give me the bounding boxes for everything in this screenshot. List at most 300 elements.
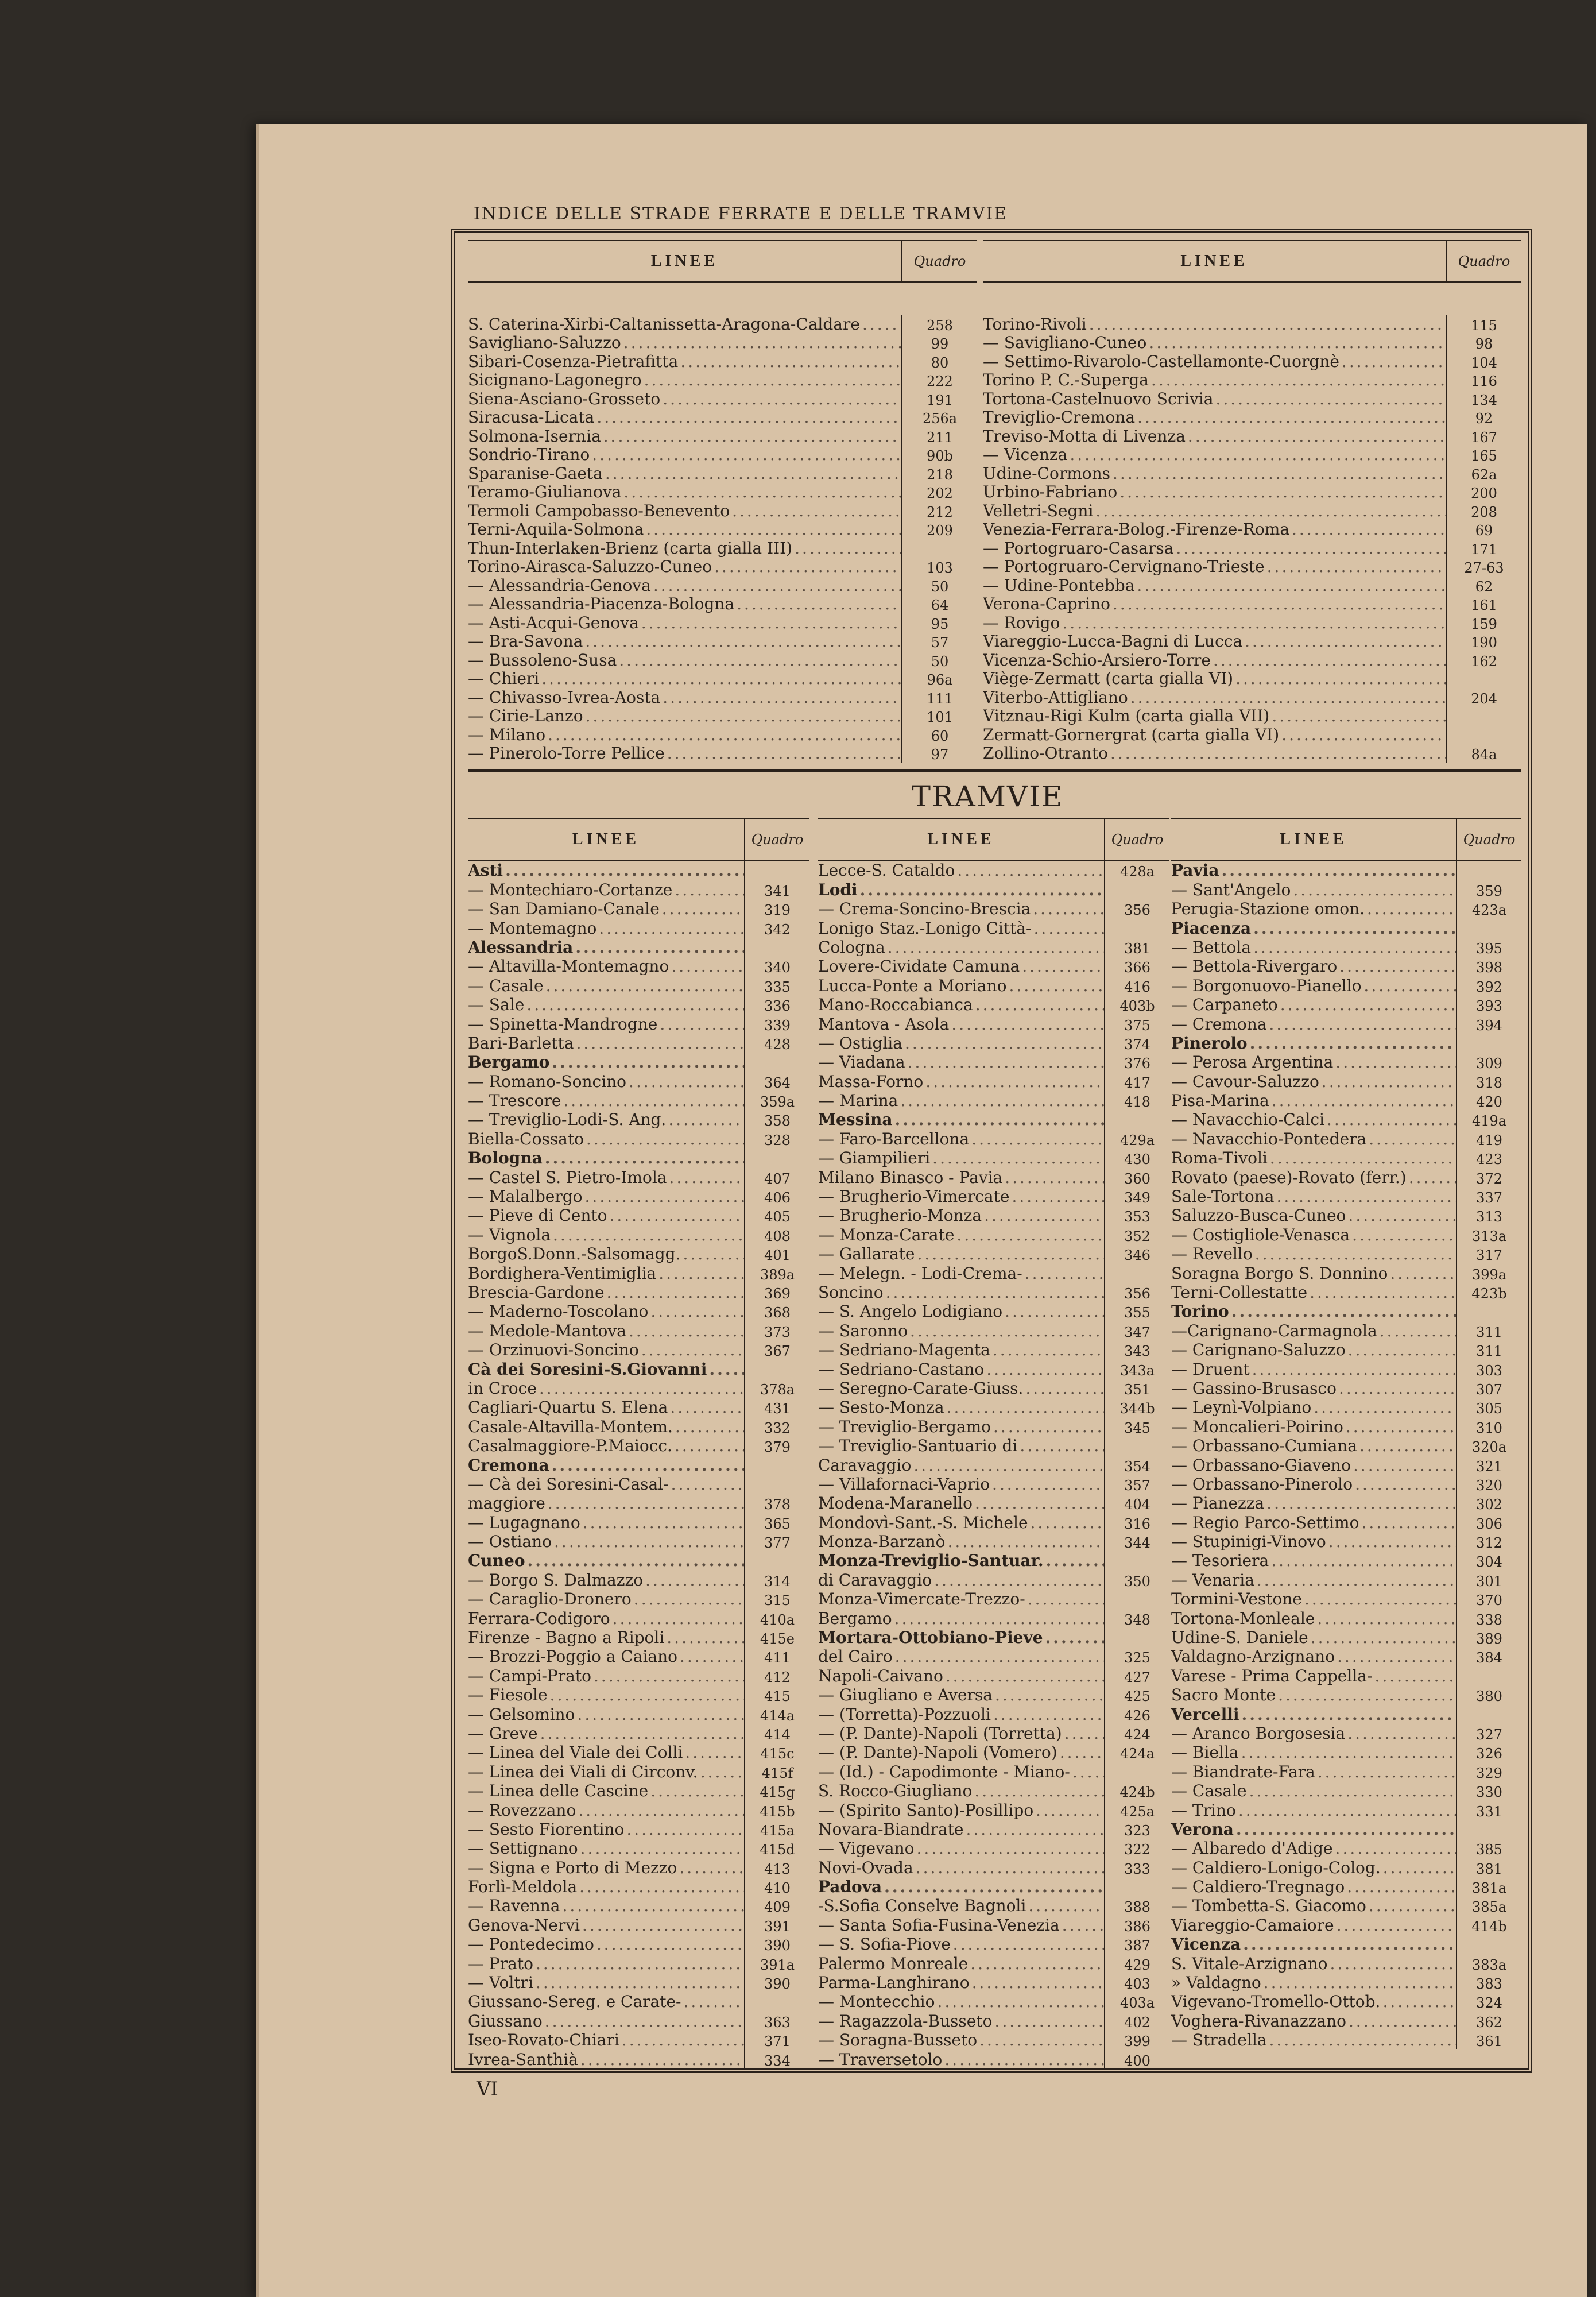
line-name: Voghera-Rivanazzano ..... (1171, 2012, 1456, 2031)
table-row (1171, 1340, 1521, 1359)
quadro-number: 321 (1456, 1455, 1521, 1474)
table-row (468, 1129, 809, 1148)
table-row (818, 1302, 1169, 1321)
quadro-number: 343 (1104, 1340, 1169, 1359)
line-name: Torino-Airasca-Saluzzo-Cuneo ..... (468, 558, 901, 577)
line-name: — Campi-Prato ..... (468, 1666, 744, 1685)
line-name: — Aranco Borgosesia ..... (1171, 1724, 1456, 1743)
table-row (468, 1647, 809, 1666)
table-row (983, 408, 1521, 427)
line-name: — Druent ..... (1171, 1360, 1456, 1379)
quadro-number (744, 1992, 809, 2011)
table-row (1171, 1743, 1521, 1762)
table-row (468, 880, 809, 899)
line-name: — Pontedecimo ..... (468, 1935, 744, 1954)
quadro-number: 403b (1104, 995, 1169, 1014)
line-name: — Lugagnano ..... (468, 1513, 744, 1532)
quadro-number: 320a (1456, 1436, 1521, 1455)
quadro-number: 417 (1104, 1072, 1169, 1091)
table-row (1171, 1935, 1521, 1954)
quadro-number: 415c (744, 1743, 809, 1762)
line-name: Sicignano-Lagonegro ..... (468, 371, 901, 390)
line-name: — Treviglio-Bergamo ..... (818, 1417, 1104, 1436)
table-row (1171, 1263, 1521, 1282)
table-row (818, 1954, 1169, 1973)
table-row (818, 1992, 1169, 2011)
quadro-number: 390 (744, 1935, 809, 1954)
table-row (1171, 918, 1521, 937)
line-name: Asti ..... (468, 861, 744, 880)
table-row (468, 501, 977, 520)
table-row (468, 1455, 809, 1474)
table-row (468, 1053, 809, 1072)
line-name: — Rovezzano ..... (468, 1801, 744, 1820)
table-row (818, 899, 1169, 918)
table-row (1171, 1858, 1521, 1877)
quadro-number: 208 (1446, 501, 1521, 520)
line-name: — Trino ..... (1171, 1801, 1456, 1820)
quadro-number: 103 (901, 558, 977, 577)
quadro-number: 62 (1446, 576, 1521, 595)
table-row (468, 1896, 809, 1915)
line-name: Napoli-Caivano ..... (818, 1666, 1104, 1685)
quadro-number: 222 (901, 371, 977, 390)
line-name: Valdagno-Arzignano ..... (1171, 1647, 1456, 1666)
line-name: Sibari-Cosenza-Pietrafitta ..... (468, 352, 901, 371)
line-name: Torino ..... (1171, 1302, 1456, 1321)
quadro-number: 352 (1104, 1225, 1169, 1244)
line-name: Bordighera-Ventimiglia ..... (468, 1264, 744, 1283)
line-name: — Greve ..... (468, 1724, 744, 1743)
quadro-number (1456, 1666, 1521, 1685)
line-name: Caravaggio ..... (818, 1456, 1104, 1475)
line-name: — Settignano ..... (468, 1839, 744, 1858)
table-row (468, 334, 977, 353)
quadro-number: 383a (1456, 1954, 1521, 1973)
quadro-number: 301 (1456, 1570, 1521, 1589)
quadro-number: 347 (1104, 1321, 1169, 1340)
quadro-number (1104, 1551, 1169, 1570)
quadro-number: 415e (744, 1628, 809, 1647)
quadro-header: Quadro (744, 819, 809, 860)
quadro-number: 311 (1456, 1321, 1521, 1340)
quadro-number: 376 (1104, 1053, 1169, 1072)
line-name: — Tombetta-S. Giacomo ..... (1171, 1896, 1456, 1915)
quadro-number: 101 (901, 707, 977, 726)
table-row (983, 483, 1521, 502)
quadro-number (1446, 670, 1521, 689)
line-name: Thun-Interlaken-Brienz (carta gialla III) ..... (468, 539, 901, 558)
line-name: Palermo Monreale ..... (818, 1954, 1104, 1973)
line-name: — Gallarate ..... (818, 1244, 1104, 1263)
line-name: — Moncalieri-Poirino ..... (1171, 1417, 1456, 1436)
quadro-number: 419a (1456, 1110, 1521, 1129)
table-row (818, 1475, 1169, 1494)
line-name: Verona ..... (1171, 1820, 1456, 1839)
quadro-number: 418 (1104, 1091, 1169, 1110)
table-row (818, 1455, 1169, 1474)
table-row (983, 427, 1521, 446)
table-row (818, 1666, 1169, 1685)
table-row (1171, 1148, 1521, 1167)
line-name: — Bra-Savona ..... (468, 632, 901, 651)
table-row (983, 595, 1521, 614)
line-name: — Ravenna ..... (468, 1896, 744, 1915)
quadro-number: 389a (744, 1263, 809, 1282)
quadro-number (1104, 1590, 1169, 1608)
table-row (468, 1436, 809, 1455)
line-name: — Biandrate-Fara ..... (1171, 1762, 1456, 1781)
table-row (468, 1590, 809, 1608)
table-row (818, 2011, 1169, 2030)
line-name: Zermatt-Gornergrat (carta gialla VI) ..... (983, 725, 1446, 744)
table-row (468, 995, 809, 1014)
line-name: S. Rocco-Giugliano ..... (818, 1781, 1104, 1800)
quadro-number: 332 (744, 1417, 809, 1436)
quadro-number: 413 (744, 1858, 809, 1877)
quadro-number: 211 (901, 427, 977, 446)
table-row (468, 1743, 809, 1762)
table-row (1171, 1187, 1521, 1206)
table-row (1171, 1704, 1521, 1723)
tram-table-col2 (818, 818, 1169, 2069)
quadro-number: 407 (744, 1167, 809, 1186)
quadro-number: 414a (744, 1704, 809, 1723)
quadro-number: 302 (1456, 1494, 1521, 1513)
table-row (1171, 1724, 1521, 1743)
line-name: Lovere-Cividate Camuna ..... (818, 957, 1104, 976)
line-name: Iseo-Rovato-Chiari ..... (468, 2031, 744, 2049)
quadro-number: 403a (1104, 1992, 1169, 2011)
line-name: — Brugherio-Monza ..... (818, 1206, 1104, 1225)
quadro-number: 354 (1104, 1455, 1169, 1474)
table-row (818, 1167, 1169, 1186)
page-title: INDICE DELLE STRADE FERRATE E DELLE TRAMVIE (473, 204, 1008, 224)
table-row (468, 744, 977, 763)
quadro-number (901, 539, 977, 558)
line-name: — Sedriano-Magenta ..... (818, 1340, 1104, 1359)
table-row (468, 1762, 809, 1781)
table-row (468, 1283, 809, 1302)
line-name: Mortara-Ottobiano-Pieve ..... (818, 1628, 1104, 1647)
table-row (1171, 1666, 1521, 1685)
lines-header: LINEE (927, 830, 995, 848)
quadro-number: 394 (1456, 1014, 1521, 1033)
line-name: — Saronno ..... (818, 1321, 1104, 1340)
table-row (1171, 1992, 1521, 2011)
quadro-number: 401 (744, 1244, 809, 1263)
line-name: — Orbassano-Cumiana ..... (1171, 1436, 1456, 1455)
line-name: — Regio Parco-Settimo ..... (1171, 1513, 1456, 1532)
line-name: Soragna Borgo S. Donnino ..... (1171, 1264, 1456, 1283)
line-name: — Seregno-Carate-Giuss. ..... (818, 1379, 1104, 1398)
quadro-number (744, 938, 809, 957)
line-name: Vigevano-Tromello-Ottob. ..... (1171, 1992, 1456, 2011)
line-name: — Vicenza ..... (983, 446, 1446, 465)
table-row (983, 371, 1521, 390)
quadro-number: 303 (1456, 1359, 1521, 1378)
line-name: — Tesoriera ..... (1171, 1551, 1456, 1570)
line-name: Terni-Collestatte ..... (1171, 1283, 1456, 1302)
quadro-number: 367 (744, 1340, 809, 1359)
table-row (468, 483, 977, 502)
line-name: S. Vitale-Arzignano ..... (1171, 1954, 1456, 1973)
quadro-number: 359 (1456, 880, 1521, 899)
table-row (468, 464, 977, 483)
line-name: — Sedriano-Castano ..... (818, 1360, 1104, 1379)
line-name: — Pinerolo-Torre Pellice ..... (468, 744, 901, 763)
table-row (468, 1608, 809, 1627)
quadro-number: 355 (1104, 1302, 1169, 1321)
table-row (818, 1973, 1169, 1992)
quadro-number: 415b (744, 1800, 809, 1819)
quadro-number (744, 1455, 809, 1474)
table-row (468, 595, 977, 614)
line-name: — Portogruaro-Cervignano-Trieste ..... (983, 558, 1446, 577)
quadro-number: 348 (1104, 1608, 1169, 1627)
quadro-number: 334 (744, 2049, 809, 2068)
quadro-number: 57 (901, 632, 977, 651)
line-name: Cagliari-Quartu S. Elena ..... (468, 1398, 744, 1417)
quadro-number: 161 (1446, 595, 1521, 614)
quadro-number: 431 (744, 1398, 809, 1417)
line-name: — Carignano-Saluzzo ..... (1171, 1340, 1456, 1359)
quadro-number: 408 (744, 1225, 809, 1244)
quadro-number (1104, 880, 1169, 899)
table-row (468, 1321, 809, 1340)
rail-table-right (983, 240, 1521, 763)
line-name: Messina ..... (818, 1110, 1104, 1129)
line-name: — Bussoleno-Susa ..... (468, 651, 901, 670)
table-row (1171, 1053, 1521, 1072)
table-row (1171, 880, 1521, 899)
line-name: Velletri-Segni ..... (983, 501, 1446, 520)
table-row (983, 707, 1521, 726)
table-row (818, 1724, 1169, 1743)
line-name: Vitznau-Rigi Kulm (carta gialla VII) ..... (983, 707, 1446, 726)
table-row (983, 744, 1521, 763)
quadro-number: 360 (1104, 1167, 1169, 1186)
table-row (1171, 1475, 1521, 1494)
quadro-number: 202 (901, 483, 977, 502)
line-name: Forlì-Meldola ..... (468, 1877, 744, 1896)
line-name: -S.Sofia Conselve Bagnoli ..... (818, 1896, 1104, 1915)
table-row (468, 1475, 809, 1494)
line-name: Torino-Rivoli ..... (983, 315, 1446, 334)
line-name: Bari-Barletta ..... (468, 1034, 744, 1053)
table-row (818, 1244, 1169, 1263)
quadro-number (1446, 707, 1521, 726)
table-row (468, 1167, 809, 1186)
section-divider (468, 769, 1521, 772)
table-row (1171, 2031, 1521, 2049)
line-name: — Montechiaro-Cortanze ..... (468, 880, 744, 899)
quadro-number (1456, 1302, 1521, 1321)
table-row (468, 1091, 809, 1110)
line-name: — Montecchio ..... (818, 1992, 1104, 2011)
line-name: Vicenza ..... (1171, 1935, 1456, 1954)
quadro-number: 356 (1104, 1283, 1169, 1302)
table-row (468, 2031, 809, 2049)
line-name: Bergamo ..... (818, 1609, 1104, 1628)
line-name: Viareggio-Lucca-Bagni di Lucca ..... (983, 632, 1446, 651)
line-name: — Milano ..... (468, 725, 901, 744)
table-row (468, 371, 977, 390)
quadro-number: 415d (744, 1839, 809, 1858)
table-row (468, 1532, 809, 1551)
line-name: — Fiesole ..... (468, 1685, 744, 1704)
quadro-number: 92 (1446, 408, 1521, 427)
line-name: — Romano-Soncino ..... (468, 1072, 744, 1091)
line-name: — Albaredo d'Adige ..... (1171, 1839, 1456, 1858)
table-row (1171, 1014, 1521, 1033)
quadro-number: 95 (901, 613, 977, 632)
table-row (468, 408, 977, 427)
line-name: Biella-Cossato ..... (468, 1130, 744, 1148)
table-row (468, 1973, 809, 1992)
line-name: — Caraglio-Dronero ..... (468, 1590, 744, 1608)
line-name: — Leynì-Volpiano ..... (1171, 1398, 1456, 1417)
table-row (468, 725, 977, 744)
table-row (468, 1935, 809, 1954)
table-row (468, 1820, 809, 1839)
line-name: Bologna ..... (468, 1148, 744, 1167)
table-row (983, 315, 1521, 334)
line-name: — Brugherio-Vimercate ..... (818, 1187, 1104, 1206)
table-row (818, 976, 1169, 995)
table-row (818, 957, 1169, 976)
line-name: Genova-Nervi ..... (468, 1916, 744, 1935)
line-name: — Linea del Viale dei Colli ..... (468, 1743, 744, 1762)
line-name: — Chivasso-Ivrea-Aosta ..... (468, 688, 901, 707)
quadro-number: 375 (1104, 1014, 1169, 1033)
table-row (818, 1915, 1169, 1934)
table-row (1171, 1283, 1521, 1302)
table-row (983, 688, 1521, 707)
quadro-number: 400 (1104, 2049, 1169, 2068)
quadro-number: 385 (1456, 1839, 1521, 1858)
quadro-number: 218 (901, 464, 977, 483)
line-name: — S. Angelo Lodigiano ..... (818, 1302, 1104, 1321)
line-name: Mano-Roccabianca ..... (818, 995, 1104, 1014)
quadro-number: 373 (744, 1321, 809, 1340)
line-name: — Casale ..... (468, 976, 744, 995)
quadro-number: 381a (1456, 1877, 1521, 1896)
quadro-number: 350 (1104, 1570, 1169, 1589)
quadro-number: 392 (1456, 976, 1521, 995)
table-row (468, 1110, 809, 1129)
line-name: — Orbassano-Giaveno ..... (1171, 1456, 1456, 1475)
quadro-number (1104, 1436, 1169, 1455)
quadro-number: 378a (744, 1379, 809, 1398)
line-name: — Cremona ..... (1171, 1015, 1456, 1034)
table-row (818, 1263, 1169, 1282)
quadro-number: 318 (1456, 1072, 1521, 1091)
table-row (468, 1148, 809, 1167)
line-name: — (Torretta)-Pozzuoli ..... (818, 1705, 1104, 1724)
line-name: Treviglio-Cremona ..... (983, 408, 1446, 427)
table-row (818, 1704, 1169, 1723)
line-name: — Gassino-Brusasco ..... (1171, 1379, 1456, 1398)
line-name: Soncino ..... (818, 1283, 1104, 1302)
table-row (468, 1225, 809, 1244)
quadro-number: 64 (901, 595, 977, 614)
table-row (818, 1225, 1169, 1244)
line-name: — Sant'Angelo ..... (1171, 880, 1456, 899)
table-row (983, 352, 1521, 371)
table-row (1171, 1590, 1521, 1608)
table-row (468, 1513, 809, 1532)
line-name: Casale-Altavilla-Montem. ..... (468, 1417, 744, 1436)
line-name: Solmona-Isernia ..... (468, 427, 901, 446)
quadro-number: 372 (1456, 1167, 1521, 1186)
quadro-number: 398 (1456, 957, 1521, 976)
quadro-number: 98 (1446, 334, 1521, 353)
quadro-number: 416 (1104, 976, 1169, 995)
quadro-number (1456, 918, 1521, 937)
quadro-number: 427 (1104, 1666, 1169, 1685)
line-name: — Santa Sofia-Fusina-Venezia ..... (818, 1916, 1104, 1935)
line-name: — Orbassano-Pinerolo ..... (1171, 1475, 1456, 1494)
table-row (1171, 1685, 1521, 1704)
line-name: Lecce-S. Cataldo ..... (818, 861, 1104, 880)
table-row (818, 995, 1169, 1014)
line-name: — Asti-Acqui-Genova ..... (468, 613, 901, 632)
quadro-number: 424b (1104, 1781, 1169, 1800)
quadro-number: 97 (901, 744, 977, 763)
table-row (818, 1359, 1169, 1378)
table-row (818, 1129, 1169, 1148)
rail-table-left (468, 240, 977, 763)
table-row (818, 1379, 1169, 1398)
quadro-number: 80 (901, 352, 977, 371)
table-row (983, 539, 1521, 558)
table-row (468, 1263, 809, 1282)
table-row (468, 1398, 809, 1417)
quadro-number: 393 (1456, 995, 1521, 1014)
quadro-number: 338 (1456, 1608, 1521, 1627)
line-name: — (Spirito Santo)-Posillipo ..... (818, 1801, 1104, 1820)
quadro-number: 384 (1456, 1647, 1521, 1666)
table-row (468, 539, 977, 558)
quadro-number: 311 (1456, 1340, 1521, 1359)
table-row (468, 1072, 809, 1091)
quadro-number: 412 (744, 1666, 809, 1685)
quadro-number (1446, 725, 1521, 744)
quadro-number: 380 (1456, 1685, 1521, 1704)
line-name: — Traversetolo ..... (818, 2050, 1104, 2069)
quadro-number (1104, 918, 1169, 937)
line-name: Pavia ..... (1171, 861, 1456, 880)
table-row (818, 1800, 1169, 1819)
quadro-number: 312 (1456, 1532, 1521, 1551)
line-name: Ferrara-Codigoro ..... (468, 1609, 744, 1628)
line-name: — Caldiero-Tregnago ..... (1171, 1877, 1456, 1896)
table-row (468, 918, 809, 937)
table-row (468, 2011, 809, 2030)
table-row (1171, 957, 1521, 976)
quadro-number (744, 861, 809, 880)
line-name: Cà dei Soresini-S.Giovanni ..... (468, 1360, 744, 1379)
table-row (468, 688, 977, 707)
line-name: — Monza-Carate ..... (818, 1225, 1104, 1244)
line-name: Sacro Monte ..... (1171, 1685, 1456, 1704)
quadro-number: 50 (901, 651, 977, 670)
table-row (1171, 1359, 1521, 1378)
quadro-number: 167 (1446, 427, 1521, 446)
table-row (1171, 1647, 1521, 1666)
quadro-number: 388 (1104, 1896, 1169, 1915)
